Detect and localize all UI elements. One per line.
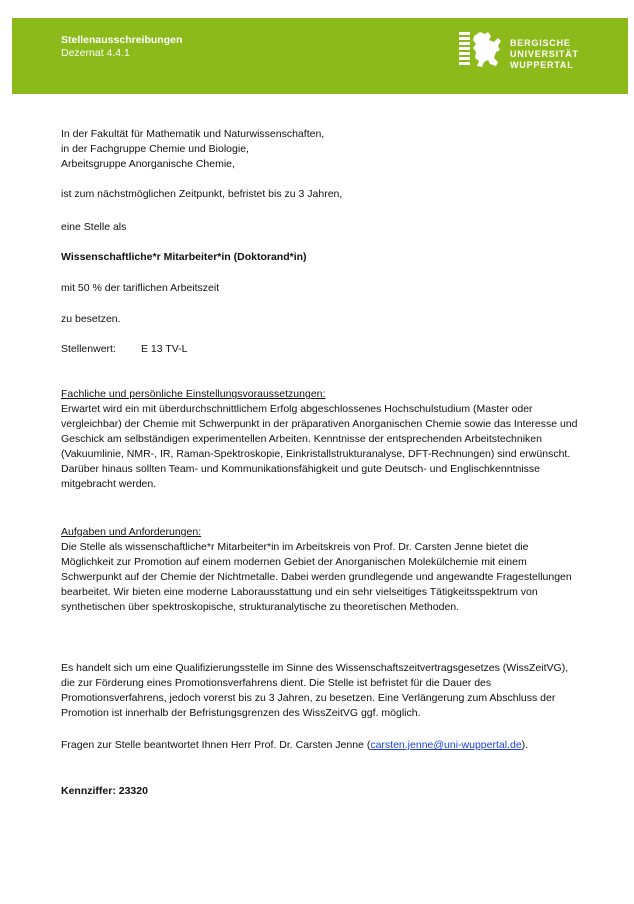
header-banner [12,18,628,94]
contact-suffix: ). [521,739,529,751]
logo-line-3: WUPPERTAL [510,60,574,70]
logo-line-1: BERGISCHE [510,38,571,48]
intro-line-1: In der Fakultät für Mathematik und Naturwissenschaften, [61,128,325,140]
intro-line-3: Arbeitsgruppe Anorganische Chemie, [61,158,235,170]
requirements-text: Erwartet wird ein mit überdurchschnittlichem Erfolg abgeschlossenes Hochschulstudium (Master oder vergleichbar) der Chemie mit Schwerpunkt in der präparativen Anorganischen Chemie sowie das Interesse und Geschick am selbständigen experimentellen Arbeiten. Kenntnisse der entsprechenden Arbeitstechniken (Vakuumlinie, NMR-, IR, Raman-Spektroskopie, Einkristallstrukturanalyse, DFT-Rechnungen) sind erwünscht. Darüber hinaus sollten Team- und Kommunikationsfähigkeit und gute Deutsch- und Englischkenntnisse mitgebracht werden. [61,403,578,490]
lion-crest-icon [458,30,504,70]
intro-block [61,127,581,172]
stellenwert-row [61,342,581,357]
logo-wordmark [510,38,579,71]
university-logo [458,30,618,78]
zu-besetzen-text: zu besetzen. [61,313,121,325]
contact-prefix: Fragen zur Stelle beantwortet Ihnen Herr Prof. Dr. Carsten Jenne ( [61,739,371,751]
position-title: Wissenschaftliche*r Mitarbeiter*in (Doktorand*in) [61,251,307,263]
worktime-text: mit 50 % der tariflichen Arbeitszeit [61,282,220,294]
qualification-text: Es handelt sich um eine Qualifizierungsstelle im Sinne des Wissenschaftszeitvertragsgesetzes (WissZeitVG), die zur Förderung eines Promotionsverfahrens dient. Die Stelle ist befristet für die Dauer des Promotionsverfahrens, jedoch vorerst bis zu 3 Jahren, zu besetzen. Eine Verlängerung zum Abschluss der Promotion ist innerhalb der Befristungsgrenzen des WissZeitVG ggf. möglich. [61,662,569,719]
tasks-section [61,525,581,615]
requirements-section [61,387,581,492]
stellenwert-value: E 13 TV-L [141,343,188,355]
logo-line-2: UNIVERSITÄT [510,49,579,59]
tasks-heading: Aufgaben und Anforderungen: [61,526,202,538]
intro-line-2: in der Fachgruppe Chemie und Biologie, [61,143,249,155]
contact-email-link[interactable]: carsten.jenne@uni-wuppertal.de [370,739,522,751]
stellenwert-label: Stellenwert: [61,343,116,355]
header-text [61,34,182,60]
timing-text: ist zum nächstmöglichen Zeitpunkt, befristet bis zu 3 Jahren, [61,188,343,200]
tasks-text: Die Stelle als wissenschaftliche*r Mitarbeiter*in im Arbeitskreis von Prof. Dr. Carsten Jenne bietet die Möglichkeit zur Promotion auf einem modernen Gebiet der Anorganischen Molekülchemie mit einem Schwerpunkt auf der Chemie der Nichtmetalle. Dabei werden grundlegende und angewandte Fragestellungen bearbeitet. Wir bieten eine moderne Laborausstattung und ein sehr vielseitiges Tätigkeitsspektrum von synthetischen über spektroskopische, strukturanalytische zu theoretischen Methoden. [61,541,572,613]
header-subtitle: Dezernat 4.4.1 [61,47,130,59]
contact-text [61,738,581,753]
requirements-heading: Fachliche und persönliche Einstellungsvoraussetzungen: [61,388,326,400]
kennziffer: Kennziffer: 23320 [61,785,148,797]
eine-stelle-text: eine Stelle als [61,221,127,233]
header-title: Stellenausschreibungen [61,34,183,46]
